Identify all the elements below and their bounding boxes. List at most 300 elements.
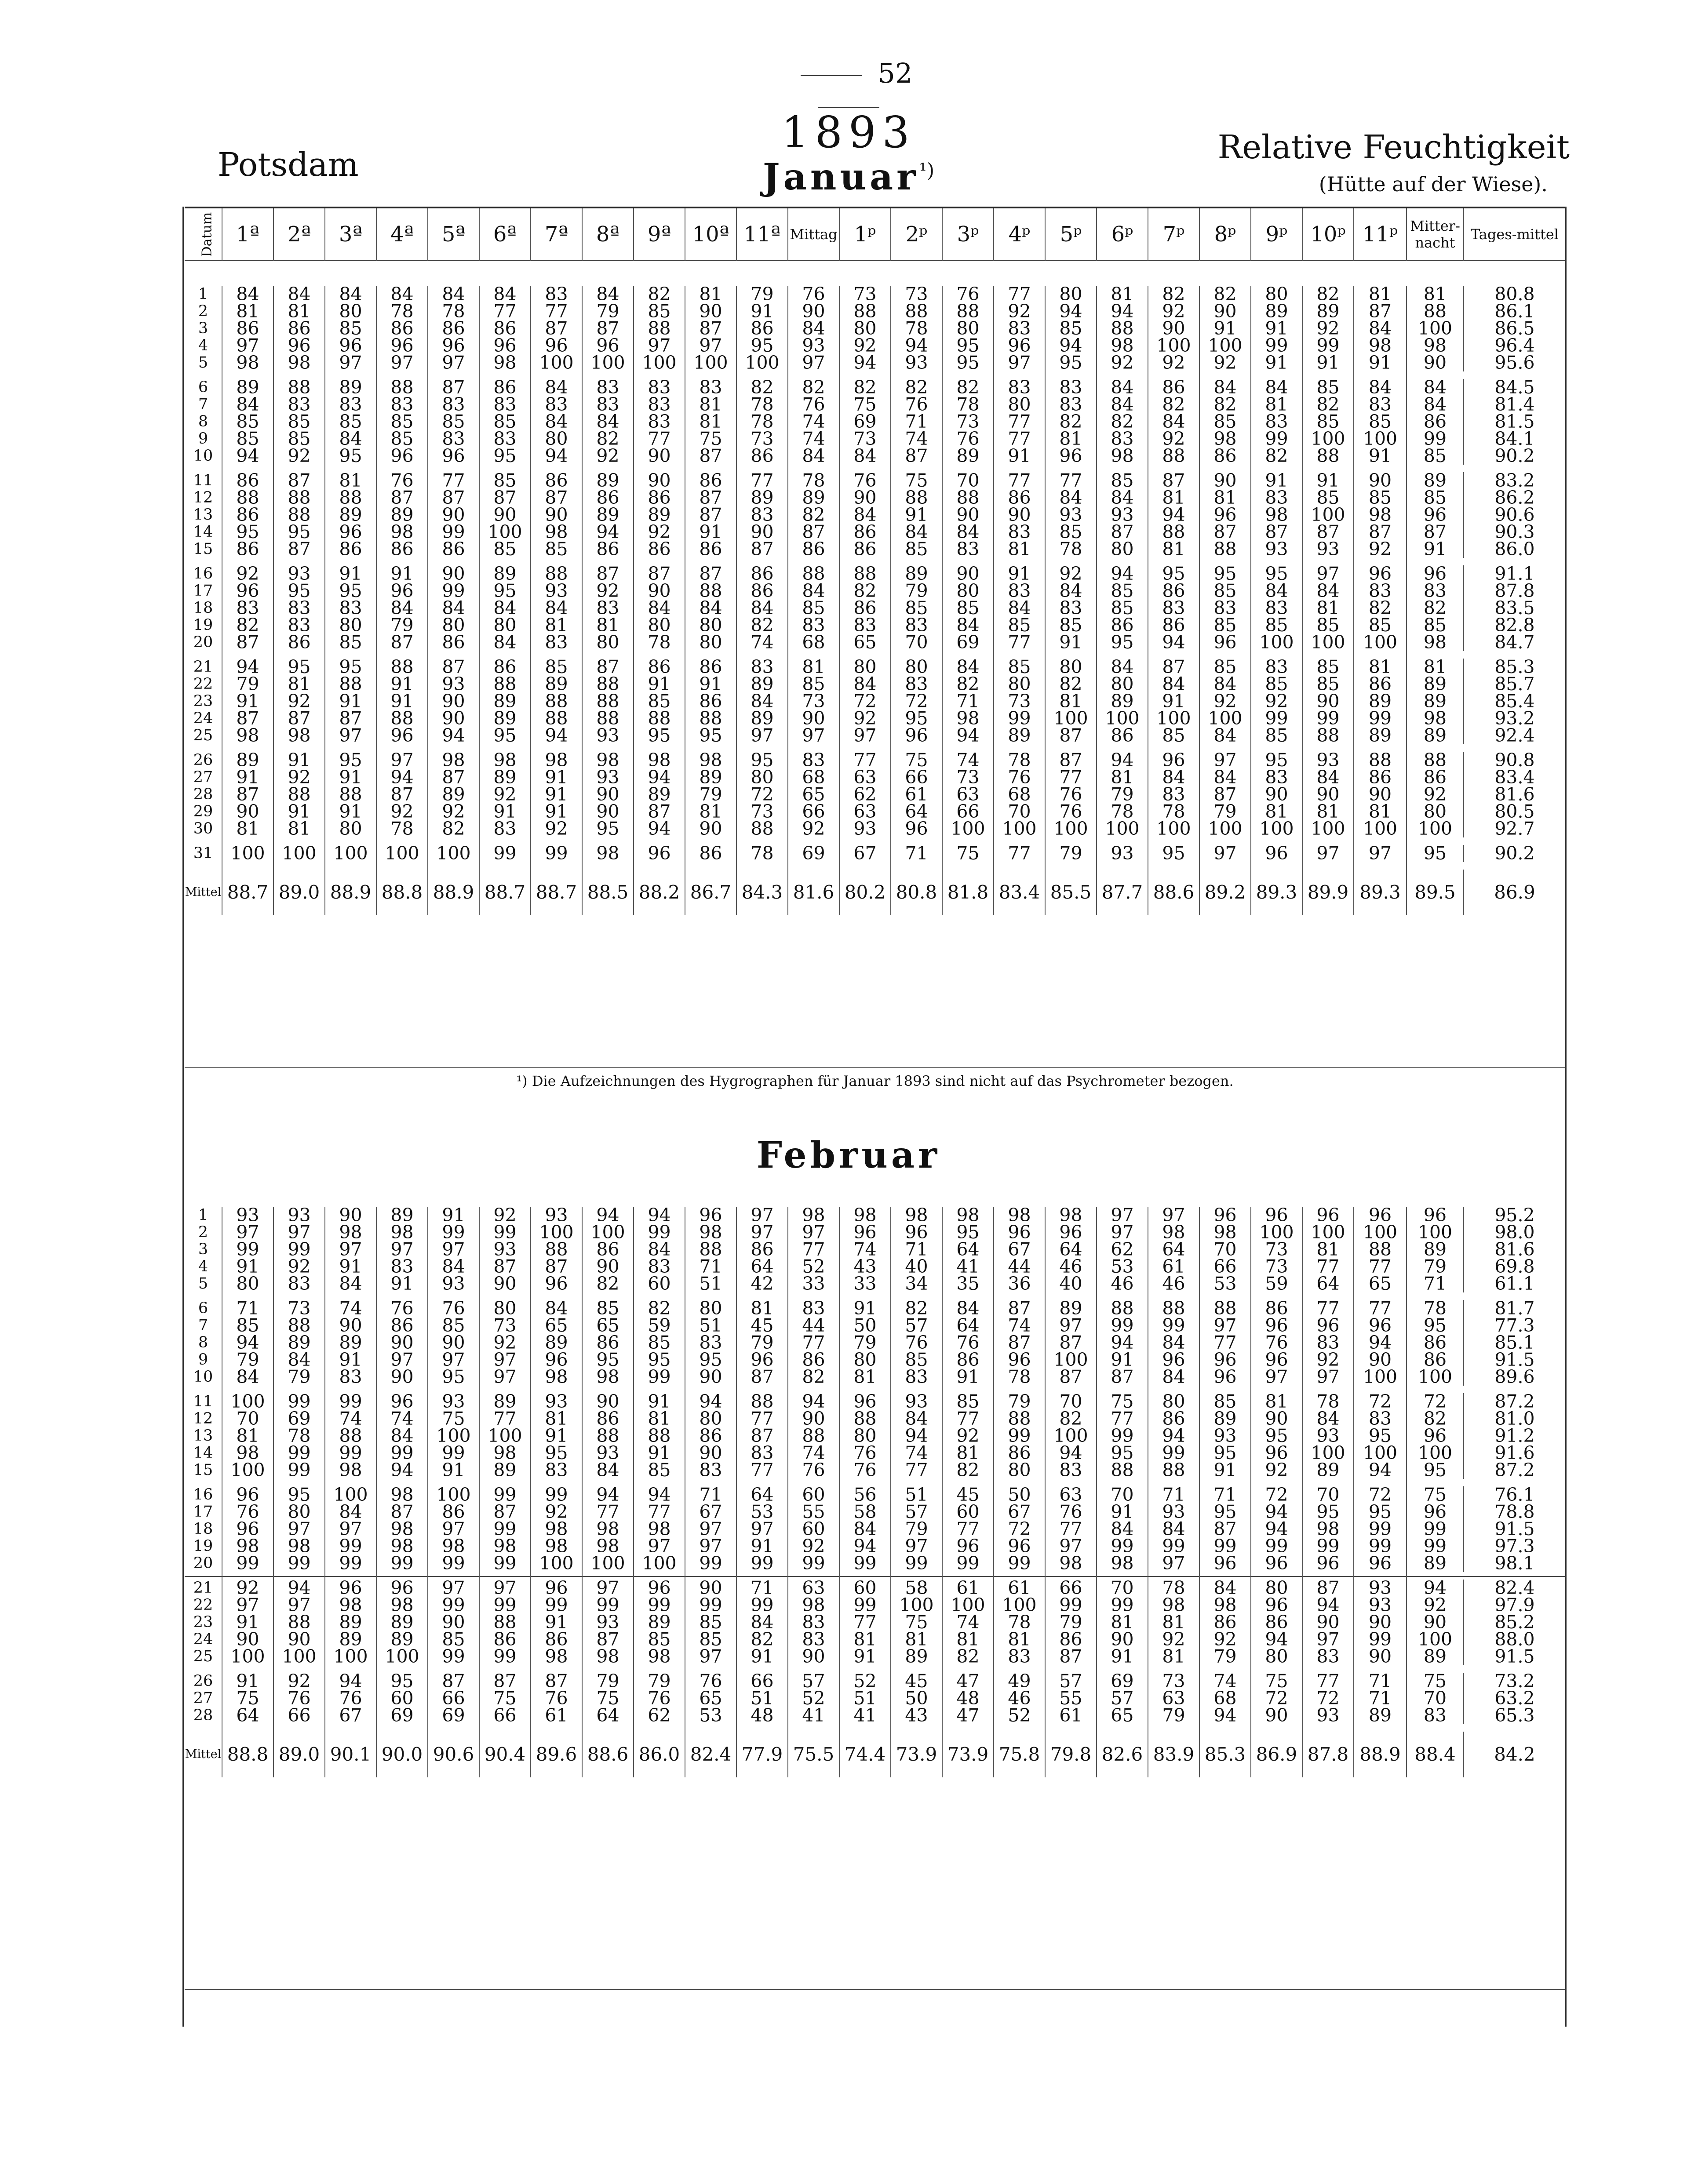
humidity-cell: 97 [1045,1538,1097,1555]
gap-cell [1199,1479,1251,1486]
humidity-cell: 73 [942,769,994,786]
humidity-cell: 84 [942,659,994,676]
humidity-cell: 96 [1199,1351,1251,1369]
humidity-cell: 95 [479,727,531,744]
table-row [185,710,1565,727]
humidity-cell: 83 [376,396,428,413]
column-header: Mitter-nacht [1406,207,1464,261]
humidity-cell: 86 [1097,617,1148,634]
humidity-cell: 78 [1148,803,1199,820]
humidity-cell: 72 [1354,1486,1406,1503]
humidity-cell: 83 [1251,600,1302,617]
humidity-cell: 58 [891,1580,942,1597]
humidity-cell: 100 [1302,634,1354,651]
humidity-cell: 87 [1199,1521,1251,1538]
humidity-cell: 93 [531,1393,582,1410]
humidity-cell: 99 [273,1462,325,1479]
humidity-cell: 80 [479,1300,531,1317]
mean-cell: 88.7 [531,870,582,915]
humidity-cell: 99 [1097,1427,1148,1445]
humidity-cell: 72 [1406,1393,1464,1410]
humidity-cell: 98 [479,1445,531,1462]
column-header: 6ª [479,207,531,261]
gap-cell [185,1292,222,1300]
humidity-cell: 81 [685,396,736,413]
humidity-cell: 78 [994,752,1045,769]
humidity-cell: 100 [582,1224,634,1241]
gap-cell [1097,744,1148,752]
humidity-cell: 99 [1354,1538,1406,1555]
humidity-cell: 89 [582,472,634,489]
mean-cell: 80.2 [839,870,891,915]
humidity-cell: 82 [1148,286,1199,303]
date-cell: 5 [198,354,208,371]
gap-cell [582,1292,634,1300]
humidity-cell: 96 [531,1275,582,1292]
humidity-cell: 92 [479,1334,531,1351]
humidity-cell: 83 [736,506,788,524]
humidity-cell: 98 [325,1224,376,1241]
humidity-cell: 99 [479,1521,531,1538]
gap-cell [942,744,994,752]
humidity-cell: 97 [325,1241,376,1258]
humidity-cell: 99 [376,1445,428,1462]
humidity-cell: 98 [1302,1521,1354,1538]
humidity-cell: 90 [1302,1614,1354,1631]
humidity-cell: 87 [1199,786,1251,803]
humidity-cell: 94 [1045,303,1097,320]
humidity-cell: 96 [1406,565,1464,582]
humidity-cell: 89 [222,752,273,769]
gap-cell [1097,1572,1148,1580]
humidity-cell: 83 [942,541,994,558]
humidity-cell: 78 [376,303,428,320]
gap-cell [1199,1386,1251,1393]
humidity-cell: 85 [376,430,428,448]
humidity-cell: 66 [273,1707,325,1724]
humidity-cell: 86 [736,448,788,465]
gap-cell [1354,371,1406,379]
humidity-cell: 81 [1354,803,1406,820]
humidity-cell: 88 [994,1410,1045,1427]
gap-cell [1045,837,1097,845]
humidity-cell: 78 [428,303,479,320]
humidity-cell: 100 [531,354,582,371]
table-right-border [1565,207,1567,2027]
humidity-cell: 99 [1302,337,1354,354]
gap-cell [994,1292,1045,1300]
humidity-cell: 89 [376,1207,428,1224]
humidity-cell: 43 [891,1707,942,1724]
humidity-cell: 93 [479,1241,531,1258]
humidity-cell: 94 [1354,1334,1406,1351]
daily-mean-cell: 85.7 [1464,676,1565,693]
column-header: 5ª [428,207,479,261]
humidity-cell: 86 [582,1410,634,1427]
humidity-cell: 92 [222,1580,273,1597]
date-cell: 9 [198,430,208,448]
humidity-cell: 70 [942,472,994,489]
humidity-cell: 88 [582,693,634,710]
gap-cell [942,1386,994,1393]
humidity-cell: 94 [1097,1334,1148,1351]
gap-cell [1302,465,1354,472]
humidity-cell: 78 [891,320,942,337]
daily-mean-cell: 84.7 [1464,634,1565,651]
humidity-cell: 83 [582,600,634,617]
humidity-cell: 65 [1354,1275,1406,1292]
humidity-cell: 100 [1354,1369,1406,1386]
humidity-cell: 63 [1148,1690,1199,1707]
humidity-cell: 40 [1045,1275,1097,1292]
humidity-cell: 97 [222,1597,273,1614]
humidity-cell: 79 [273,1369,325,1386]
humidity-cell: 96 [376,448,428,465]
humidity-cell: 100 [634,354,685,371]
humidity-cell: 92 [273,1258,325,1275]
humidity-cell: 98 [1354,337,1406,354]
daily-mean-cell: 65.3 [1464,1707,1565,1724]
humidity-cell: 78 [736,413,788,430]
humidity-cell: 80 [839,659,891,676]
table-row [185,1597,1565,1614]
humidity-cell: 86 [222,472,273,489]
gap-cell [376,465,428,472]
gap-cell [185,1572,222,1580]
gap-cell [994,744,1045,752]
mean-cell: 81.8 [942,870,994,915]
mean-cell: 80.8 [891,870,942,915]
humidity-cell: 100 [531,1224,582,1241]
humidity-cell: 86 [1406,1351,1464,1369]
humidity-cell: 98 [634,1521,685,1538]
humidity-cell: 88 [222,489,273,506]
humidity-cell: 79 [736,286,788,303]
gap-cell [634,558,685,565]
humidity-cell: 86 [1148,582,1199,600]
humidity-cell: 87 [222,786,273,803]
humidity-cell: 65 [1097,1707,1148,1724]
humidity-cell: 85 [1199,1393,1251,1410]
gap-cell [1251,1386,1302,1393]
gap-cell [531,1665,582,1673]
humidity-cell: 90 [376,1334,428,1351]
humidity-cell: 80 [1251,286,1302,303]
humidity-cell: 98 [1199,430,1251,448]
gap-cell [788,1572,839,1580]
humidity-cell: 91 [376,565,428,582]
humidity-cell: 90 [428,1614,479,1631]
table-row [185,1631,1565,1648]
gap-cell [1251,1292,1302,1300]
gap-cell [222,1572,273,1580]
humidity-cell: 84 [1354,379,1406,396]
humidity-cell: 97 [376,1351,428,1369]
humidity-cell: 83 [891,1369,942,1386]
humidity-cell: 92 [582,582,634,600]
mean-cell: 88.8 [222,1732,273,1777]
column-header: 1ª [222,207,273,261]
humidity-cell: 85 [788,676,839,693]
humidity-cell: 99 [1251,1538,1302,1555]
humidity-cell: 97 [479,1351,531,1369]
humidity-cell: 90 [582,786,634,803]
humidity-cell: 77 [994,845,1045,862]
gap-cell [222,1292,273,1300]
humidity-cell: 92 [1148,1631,1199,1648]
humidity-cell: 59 [1251,1275,1302,1292]
gap-cell [1302,1724,1354,1732]
gap-cell [736,1292,788,1300]
humidity-cell: 91 [222,769,273,786]
humidity-cell: 84 [582,286,634,303]
humidity-cell: 94 [222,659,273,676]
gap-cell [325,837,376,845]
humidity-cell: 95 [325,448,376,465]
gap-cell [839,558,891,565]
column-header: 6ᵖ [1097,207,1148,261]
humidity-cell: 88 [325,489,376,506]
gap-cell [685,1724,736,1732]
humidity-cell: 97 [634,1538,685,1555]
gap-cell [1097,862,1148,870]
humidity-cell: 47 [942,1707,994,1724]
gap-cell [634,837,685,845]
humidity-cell: 69 [839,413,891,430]
humidity-cell: 95 [891,710,942,727]
humidity-cell: 100 [428,1427,479,1445]
gap-cell [788,651,839,659]
table-bottom-rule [185,1989,1565,1990]
column-header: 10ª [685,207,736,261]
humidity-cell: 62 [634,1707,685,1724]
humidity-cell: 95 [1097,634,1148,651]
humidity-cell: 81 [1045,693,1097,710]
humidity-cell: 86 [531,1631,582,1648]
humidity-cell: 83 [1045,600,1097,617]
gap-cell [1302,1292,1354,1300]
humidity-cell: 96 [428,448,479,465]
humidity-cell: 91 [531,1427,582,1445]
humidity-cell: 76 [1045,1503,1097,1521]
humidity-cell: 80 [582,634,634,651]
humidity-cell: 93 [428,676,479,693]
humidity-cell: 87 [1097,1369,1148,1386]
table-row [185,845,1565,862]
humidity-cell: 51 [891,1486,942,1503]
table-row [185,1300,1565,1317]
daily-mean-cell: 90.8 [1464,752,1565,769]
humidity-cell: 96 [273,337,325,354]
gap-cell [1251,558,1302,565]
humidity-cell: 96 [1251,1597,1302,1614]
gap-cell [1148,651,1199,659]
humidity-cell: 88 [1406,752,1464,769]
daily-mean-cell: 78.8 [1464,1503,1565,1521]
gap-cell [1354,651,1406,659]
humidity-cell: 100 [1354,430,1406,448]
gap-cell [942,371,994,379]
humidity-cell: 90 [222,803,273,820]
mean-cell: 88.9 [428,870,479,915]
humidity-cell: 96 [1045,448,1097,465]
humidity-cell: 81 [1406,659,1464,676]
gap-cell [736,1386,788,1393]
humidity-cell: 92 [1354,541,1406,558]
gap-cell [531,744,582,752]
gap-cell [736,1724,788,1732]
date-cell: 23 [193,1614,213,1631]
humidity-cell: 84 [1302,1410,1354,1427]
gap-cell [891,1724,942,1732]
humidity-cell: 91 [376,693,428,710]
humidity-cell: 77 [479,303,531,320]
humidity-cell: 91 [634,676,685,693]
gap-cell [479,1479,531,1486]
humidity-cell: 87 [479,1258,531,1275]
humidity-cell: 99 [1354,1631,1406,1648]
gap-cell [634,1724,685,1732]
humidity-cell: 100 [273,1648,325,1665]
humidity-cell: 97 [1097,1224,1148,1241]
humidity-cell: 76 [788,1462,839,1479]
humidity-cell: 76 [428,1300,479,1317]
humidity-cell: 94 [222,1334,273,1351]
humidity-cell: 100 [1354,1445,1406,1462]
humidity-cell: 91 [1302,472,1354,489]
humidity-cell: 85 [1148,727,1199,744]
humidity-cell: 100 [1045,1351,1097,1369]
humidity-cell: 99 [531,1486,582,1503]
daily-mean-cell: 92.4 [1464,727,1565,744]
humidity-cell: 49 [994,1673,1045,1690]
humidity-cell: 80 [1406,803,1464,820]
humidity-cell: 85 [685,1631,736,1648]
humidity-cell: 99 [222,1555,273,1572]
humidity-cell: 71 [222,1300,273,1317]
gap-cell [685,1665,736,1673]
humidity-cell: 86 [634,541,685,558]
humidity-cell: 80 [531,430,582,448]
humidity-cell: 90 [685,820,736,837]
humidity-cell: 74 [1199,1673,1251,1690]
table-row [185,565,1565,582]
humidity-cell: 97 [685,1538,736,1555]
humidity-cell: 61 [891,786,942,803]
humidity-cell: 72 [1251,1690,1302,1707]
gap-cell [531,465,582,472]
row-group-gap [185,651,1565,659]
gap-cell [428,1724,479,1732]
humidity-cell: 82 [634,1300,685,1317]
humidity-cell: 87 [428,659,479,676]
humidity-cell: 99 [479,1555,531,1572]
humidity-cell: 85 [1354,617,1406,634]
humidity-cell: 75 [839,396,891,413]
humidity-cell: 98 [376,524,428,541]
humidity-cell: 92 [1302,320,1354,337]
daily-mean-cell: 85.4 [1464,693,1565,710]
date-cell: 12 [193,1410,213,1427]
humidity-cell: 78 [1097,803,1148,820]
table-row [185,448,1565,465]
humidity-cell: 91 [685,524,736,541]
humidity-cell: 100 [1199,820,1251,837]
gap-cell [185,744,222,752]
humidity-cell: 57 [891,1503,942,1521]
daily-mean-cell: 83.4 [1464,769,1565,786]
humidity-cell: 87 [1045,1369,1097,1386]
table-row [185,1555,1565,1572]
humidity-cell: 75 [1406,1673,1464,1690]
humidity-cell: 93 [531,1207,582,1224]
daily-mean-cell: 81.5 [1464,413,1565,430]
gap-cell [185,1665,222,1673]
humidity-cell: 83 [1045,1462,1097,1479]
humidity-cell: 76 [685,1673,736,1690]
humidity-cell: 89 [531,676,582,693]
humidity-cell: 88 [788,1427,839,1445]
humidity-cell: 53 [736,1503,788,1521]
humidity-cell: 94 [1045,337,1097,354]
daily-mean-cell: 81.7 [1464,1300,1565,1317]
humidity-cell: 94 [1097,565,1148,582]
humidity-cell: 89 [1302,1462,1354,1479]
humidity-cell: 88 [1148,1300,1199,1317]
humidity-cell: 76 [994,769,1045,786]
gap-cell [685,1292,736,1300]
humidity-cell: 98 [376,1521,428,1538]
table-row [185,524,1565,541]
humidity-cell: 88 [736,820,788,837]
humidity-cell: 81 [942,1631,994,1648]
humidity-cell: 84 [1354,320,1406,337]
humidity-cell: 84 [325,430,376,448]
gap-cell [582,744,634,752]
humidity-cell: 66 [891,769,942,786]
humidity-cell: 91 [376,676,428,693]
humidity-cell: 84 [428,286,479,303]
daily-mean-cell: 80.8 [1464,286,1565,303]
humidity-cell: 99 [582,1597,634,1614]
humidity-cell: 80 [994,1462,1045,1479]
humidity-cell: 99 [1406,430,1464,448]
humidity-cell: 97 [1302,1631,1354,1648]
humidity-cell: 99 [479,1597,531,1614]
humidity-cell: 98 [222,354,273,371]
gap-cell [736,465,788,472]
table-row [185,617,1565,634]
humidity-cell: 100 [1302,1445,1354,1462]
humidity-cell: 98 [634,752,685,769]
humidity-cell: 90 [222,1631,273,1648]
humidity-cell: 88 [1148,524,1199,541]
humidity-cell: 88 [891,303,942,320]
humidity-cell: 100 [1406,1445,1464,1462]
humidity-cell: 97 [479,1580,531,1597]
humidity-cell: 84 [1199,676,1251,693]
humidity-cell: 82 [942,676,994,693]
humidity-cell: 80 [325,617,376,634]
humidity-cell: 96 [685,1207,736,1224]
humidity-cell: 86 [479,1631,531,1648]
humidity-cell: 77 [942,1521,994,1538]
humidity-cell: 44 [994,1258,1045,1275]
humidity-cell: 88 [273,506,325,524]
humidity-cell: 71 [736,1580,788,1597]
humidity-cell: 82 [942,1648,994,1665]
humidity-cell: 64 [1148,1241,1199,1258]
